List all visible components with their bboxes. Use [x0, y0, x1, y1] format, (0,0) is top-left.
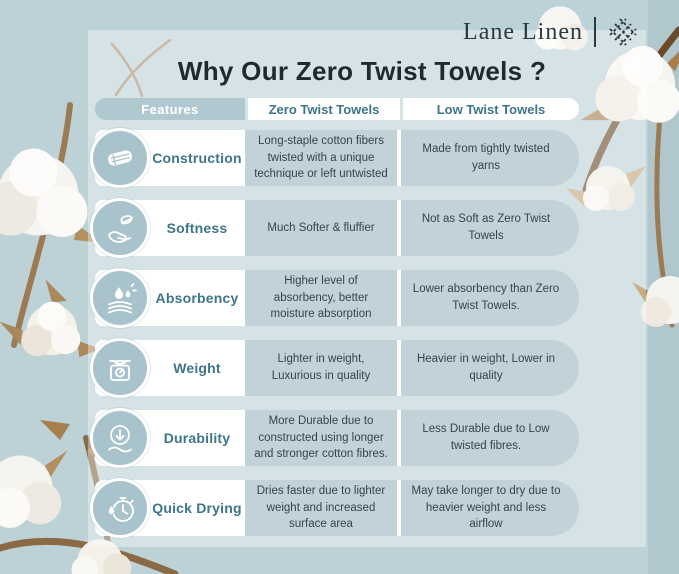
feature-cell [95, 480, 245, 536]
low-twist-text: Not as Soft as Zero Twist Towels [421, 213, 551, 242]
zero-twist-text: Dries faster due to lighter weight and increased surface area [256, 485, 386, 531]
zero-twist-cell [245, 270, 397, 326]
pressure-arrow-icon [90, 408, 150, 468]
low-twist-text: Heavier in weight, Lower in quality [416, 353, 556, 382]
low-twist-cell [401, 270, 579, 326]
page-title: Why Our Zero Twist Towels ? [177, 56, 547, 86]
zero-twist-text: Lighter in weight, Luxurious in quality [271, 353, 371, 382]
low-twist-text: Lower absorbency than Zero Twist Towels. [412, 283, 560, 312]
table-header [95, 98, 579, 120]
low-twist-cell [401, 480, 579, 536]
low-twist-text: May take longer to dry due to heavier weight and less airflow [411, 485, 561, 531]
feature-label: Weight [173, 360, 221, 376]
kitchen-scale-icon [90, 338, 150, 398]
brand-name: Lane Linen [463, 18, 583, 45]
table-row-absorbency [95, 270, 579, 326]
towel-icon [90, 128, 150, 188]
weave-icon [607, 16, 639, 48]
zero-twist-text: More Durable due to constructed using longer and stronger cotton fibres. [254, 415, 388, 461]
low-twist-text: Made from tightly twisted yarns [422, 143, 550, 172]
stopwatch-drop-icon [90, 478, 150, 538]
feature-label: Absorbency [155, 290, 239, 306]
zero-twist-cell [245, 410, 397, 466]
feature-cell [95, 130, 245, 186]
table-row-weight [95, 340, 579, 396]
feature-cell [95, 410, 245, 466]
low-twist-cell [401, 410, 579, 466]
zero-twist-cell [245, 200, 397, 256]
feature-cell [95, 200, 245, 256]
feature-label: Softness [166, 220, 228, 236]
zero-twist-cell [245, 130, 397, 186]
low-twist-cell [401, 200, 579, 256]
brand-logo [463, 16, 639, 48]
zero-twist-text: Long-staple cotton fibers twisted with a unique technique or left untwisted [254, 135, 388, 181]
zero-twist-cell [245, 480, 397, 536]
low-twist-text: Less Durable due to Low twisted fibres. [422, 423, 550, 452]
header-features: Features [95, 98, 245, 120]
table-row-construction [95, 130, 579, 186]
water-drops-icon [90, 268, 150, 328]
header-zero-twist: Zero Twist Towels [248, 98, 400, 120]
header-low-twist: Low Twist Towels [403, 98, 579, 120]
low-twist-cell [401, 340, 579, 396]
feature-cell [95, 340, 245, 396]
feature-label: Durability [163, 430, 231, 446]
table-row-durability [95, 410, 579, 466]
zero-twist-cell [245, 340, 397, 396]
zero-twist-text: Higher level of absorbency, better moisture absorption [270, 275, 372, 321]
feature-label: Quick Drying [152, 500, 242, 516]
feature-label: Construction [152, 150, 242, 166]
hand-feather-icon [90, 198, 150, 258]
feature-cell [95, 270, 245, 326]
table-row-quick-drying [95, 480, 579, 536]
table-row-softness [95, 200, 579, 256]
logo-divider [594, 17, 596, 47]
zero-twist-text: Much Softer & fluffier [267, 221, 375, 234]
low-twist-cell [401, 130, 579, 186]
